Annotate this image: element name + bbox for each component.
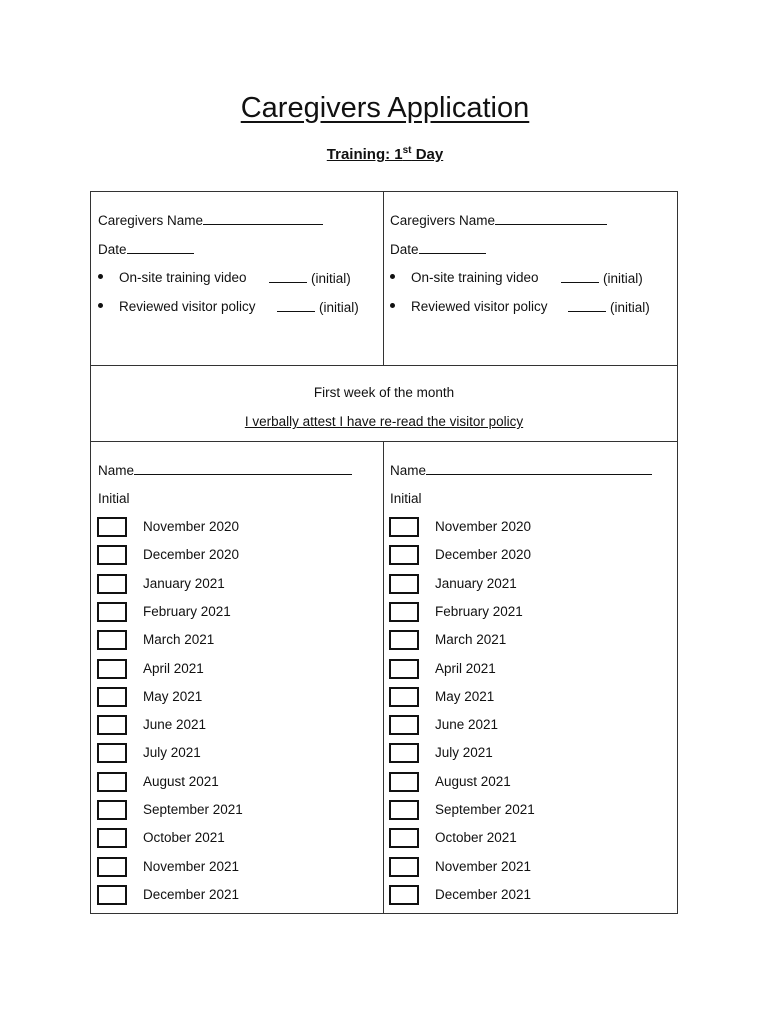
month-label: December 2020	[435, 547, 532, 563]
page-title: Caregivers Application	[240, 92, 530, 124]
month-label: May 2021	[435, 688, 495, 704]
name-field[interactable]	[426, 462, 652, 475]
month-checkbox[interactable]	[389, 602, 419, 622]
month-label: May 2021	[143, 688, 203, 704]
month-label: August 2021	[435, 773, 511, 789]
visitor-policy-label: Reviewed visitor policy	[119, 299, 256, 314]
visitor-policy-initial	[568, 299, 650, 315]
bottom-left-cell	[91, 442, 383, 913]
month-label: September 2021	[143, 802, 243, 817]
month-label: November 2020	[435, 519, 532, 534]
month-label: July 2021	[435, 745, 493, 761]
month-checkbox[interactable]	[97, 659, 127, 679]
visitor-policy-initial	[277, 299, 359, 315]
month-label: December 2021	[143, 886, 240, 902]
month-checkbox[interactable]	[389, 659, 419, 679]
training-video-initial-field[interactable]	[269, 270, 307, 283]
month-label: October 2021	[435, 830, 517, 846]
month-checkbox[interactable]	[97, 800, 127, 820]
month-label: December 2021	[435, 886, 532, 902]
initial-label: (initial)	[610, 300, 650, 315]
month-label: January 2021	[143, 575, 225, 591]
training-video-initial-field[interactable]	[561, 270, 599, 283]
month-label: February 2021	[143, 603, 231, 619]
bullet-icon	[390, 274, 395, 279]
date-line	[98, 241, 194, 257]
month-checkbox[interactable]	[97, 545, 127, 565]
month-label: February 2021	[435, 603, 523, 619]
month-label: August 2021	[143, 773, 219, 789]
month-label: March 2021	[143, 632, 215, 648]
subtitle-suffix: Day	[411, 146, 444, 163]
top-left-cell	[91, 192, 383, 366]
caregiver-name-line	[98, 212, 323, 228]
form-grid	[90, 191, 678, 914]
name-label: Name	[390, 463, 427, 478]
month-label: April 2021	[435, 660, 496, 676]
month-checkbox[interactable]	[97, 743, 127, 763]
training-video-label: On-site training video	[411, 270, 539, 285]
visitor-policy-initial-field[interactable]	[277, 299, 315, 312]
month-label: December 2020	[143, 547, 240, 563]
name-label: Name	[98, 463, 135, 478]
month-label: September 2021	[435, 802, 535, 817]
initial-label: (initial)	[603, 271, 643, 286]
bullet-icon	[98, 274, 103, 279]
subtitle	[0, 145, 770, 163]
initial-label: (initial)	[311, 271, 351, 286]
subtitle-superscript: st	[402, 145, 412, 156]
month-checkbox[interactable]	[389, 545, 419, 565]
month-checkbox[interactable]	[389, 574, 419, 594]
month-label: January 2021	[435, 575, 517, 591]
month-checkbox[interactable]	[389, 772, 419, 792]
caregiver-name-field[interactable]	[203, 212, 323, 225]
date-label: Date	[98, 242, 127, 257]
initial-label: Initial	[390, 491, 422, 506]
month-label: June 2021	[143, 717, 207, 733]
month-label: April 2021	[143, 660, 204, 676]
name-field[interactable]	[134, 462, 352, 475]
date-field[interactable]	[419, 241, 486, 254]
caregiver-name-field[interactable]	[495, 212, 607, 225]
date-line	[390, 241, 486, 257]
month-checkbox[interactable]	[389, 743, 419, 763]
month-checkbox[interactable]	[97, 857, 127, 877]
training-video-initial	[561, 270, 643, 286]
month-checkbox[interactable]	[389, 800, 419, 820]
month-checkbox[interactable]	[97, 687, 127, 707]
visitor-policy-initial-field[interactable]	[568, 299, 606, 312]
name-line	[390, 462, 652, 478]
visitor-policy-item	[98, 299, 256, 314]
initial-label: Initial	[98, 491, 130, 506]
date-label: Date	[390, 242, 419, 257]
month-checkbox[interactable]	[389, 715, 419, 735]
bottom-right-cell	[384, 442, 677, 913]
attest-text: I verbally attest I have re-read the visitor policy	[244, 414, 524, 429]
month-checkbox[interactable]	[97, 772, 127, 792]
month-checkbox[interactable]	[389, 687, 419, 707]
date-field[interactable]	[127, 241, 194, 254]
month-checkbox[interactable]	[97, 715, 127, 735]
month-label: November 2020	[143, 519, 240, 534]
month-label: June 2021	[435, 717, 499, 733]
initial-label: (initial)	[319, 300, 359, 315]
caregiver-name-label: Caregivers Name	[390, 213, 496, 228]
month-checkbox[interactable]	[97, 828, 127, 848]
top-right-cell	[384, 192, 677, 366]
month-checkbox[interactable]	[97, 602, 127, 622]
training-video-item	[98, 270, 247, 285]
training-video-initial	[269, 270, 351, 286]
month-checkbox[interactable]	[97, 517, 127, 537]
month-label: October 2021	[143, 830, 225, 846]
month-checkbox[interactable]	[389, 857, 419, 877]
month-checkbox[interactable]	[389, 517, 419, 537]
month-checkbox[interactable]	[97, 574, 127, 594]
caregiver-name-label: Caregivers Name	[98, 213, 204, 228]
month-checkbox[interactable]	[389, 630, 419, 650]
month-label: November 2021	[143, 858, 240, 874]
month-label: March 2021	[435, 632, 507, 648]
bullet-icon	[390, 303, 395, 308]
name-line	[98, 462, 352, 478]
first-week-text: First week of the month	[313, 385, 455, 400]
training-video-item	[390, 270, 539, 285]
visitor-policy-item	[390, 299, 548, 314]
subtitle-text: Training: 1	[326, 146, 403, 163]
month-checkbox[interactable]	[97, 630, 127, 650]
month-checkbox[interactable]	[97, 885, 127, 905]
caregiver-name-line	[390, 212, 607, 228]
month-checkbox[interactable]	[389, 885, 419, 905]
training-video-label: On-site training video	[119, 270, 247, 285]
visitor-policy-label: Reviewed visitor policy	[411, 299, 548, 314]
month-label: November 2021	[435, 858, 532, 874]
bullet-icon	[98, 303, 103, 308]
month-label: July 2021	[143, 745, 201, 761]
month-checkbox[interactable]	[389, 828, 419, 848]
